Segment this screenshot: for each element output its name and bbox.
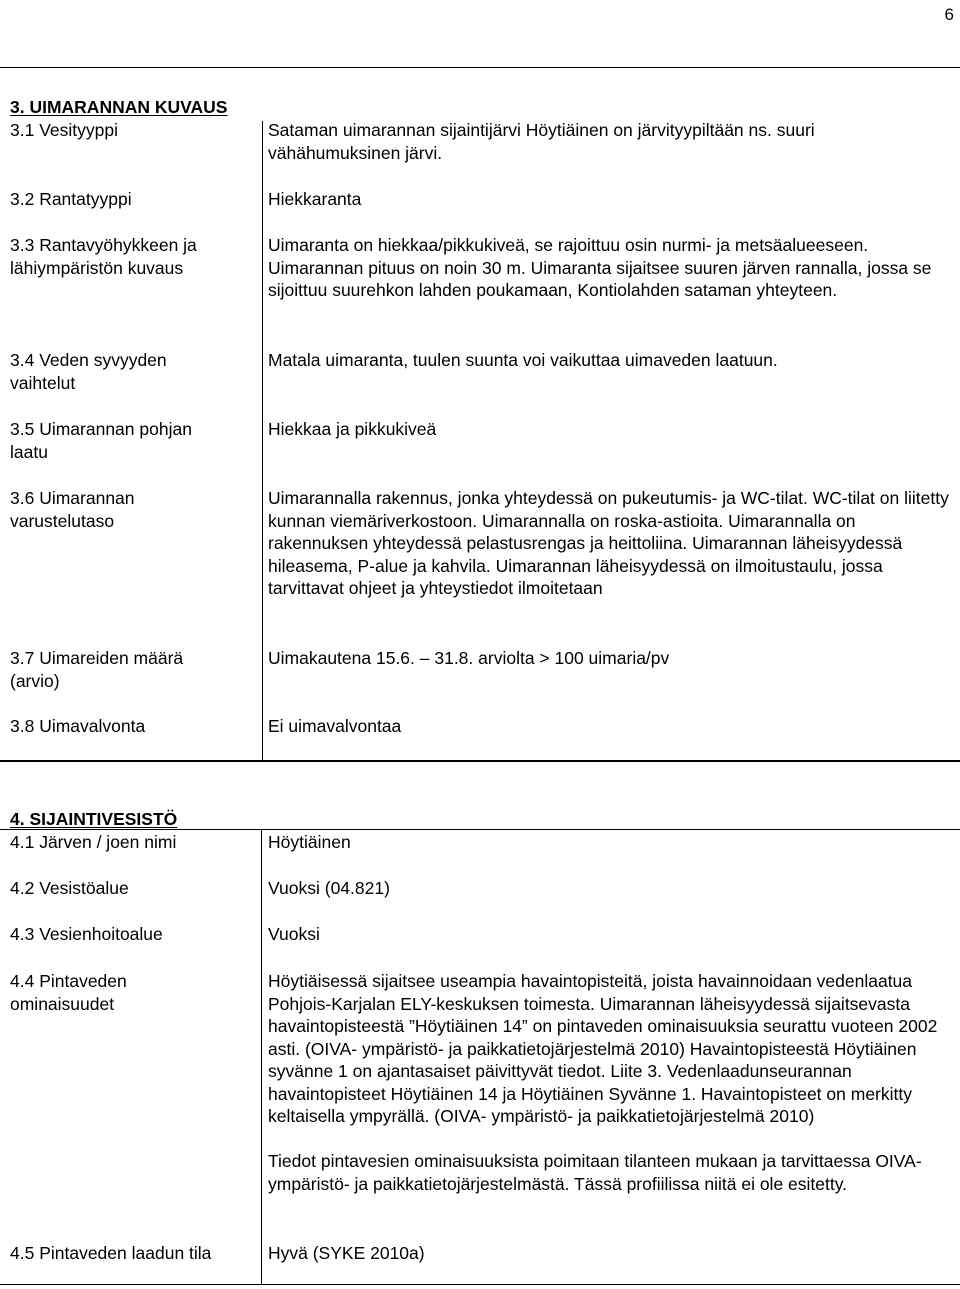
row-4-5-label: 4.5 Pintaveden laadun tila xyxy=(10,1243,212,1263)
section4-bottom-rule xyxy=(0,1284,960,1285)
row-3-5-value: Hiekkaa ja pikkukiveä xyxy=(268,419,437,439)
row-3-2-label: 3.2 Rantatyyppi xyxy=(10,189,132,209)
row-4-5-value: Hyvä (SYKE 2010a) xyxy=(268,1243,425,1263)
section4-title: 4. SIJAINTIVESISTÖ xyxy=(10,809,178,829)
row-3-2-value: Hiekkaranta xyxy=(268,189,362,209)
row-3-4-label: 3.4 Veden syvyyden vaihtelut xyxy=(10,350,167,393)
row-3-1-label: 3.1 Vesityyppi xyxy=(10,120,118,140)
section3-column-divider xyxy=(262,121,263,761)
row-4-2-value: Vuoksi (04.821) xyxy=(268,878,390,898)
row-4-4-paragraph-1: Höytiäisessä sijaitsee useampia havaintopisteitä, joista havainnoidaan vedenlaatua Pohjois-Karjalan ELY-keskuksen toimesta. Uimarannan läheisyydessä sijaitsevasta havaintopisteestä ”Höytiäinen 14” on pintaveden ominaisuuksia seurattu vuoteen 2002 asti. (OIVA- ympäristö- ja paikkatietojärjestelmä 2010) Havaintopisteestä Höytiäinen syvänne 1 on ajantasaiset päivittyvät tiedot. Liite 3. Vedenlaadunseurannan havaintopisteet Höytiäinen 14 ja Höytiäinen Syvänne 1. Havaintopisteet on merkitty keltaisella ympyrällä. (OIVA- ympäristö- ja paikkatietojärjestelmä 2010) xyxy=(268,971,938,1126)
row-4-1-label: 4.1 Järven / joen nimi xyxy=(10,832,177,852)
section3-bottom-rule xyxy=(0,760,960,762)
section4-column-divider xyxy=(261,829,262,1284)
row-3-5-label: 3.5 Uimarannan pohjan laatu xyxy=(10,419,192,462)
row-4-4-paragraph-2: Tiedot pintavesien ominaisuuksista poimitaan tilanteen mukaan ja tarvittaessa OIVA- ympäristö- ja paikkatietojärjestelmästä. Tässä profiilissa niitä ei ole esitetty. xyxy=(268,1151,922,1194)
row-3-4-value: Matala uimaranta, tuulen suunta voi vaikuttaa uimaveden laatuun. xyxy=(268,350,778,370)
row-4-1-value: Höytiäinen xyxy=(268,832,351,852)
row-3-1-value: Sataman uimarannan sijaintijärvi Höytiäinen on järvityypiltään ns. suuri vähähumuksinen järvi. xyxy=(268,120,815,163)
row-3-3-value: Uimaranta on hiekkaa/pikkukiveä, se rajoittuu osin nurmi- ja metsäalueeseen. Uimarannan pituus on noin 30 m. Uimaranta sijaitsee suuren järven rannalla, jossa se sijoittuu suurehkon lahden poukamaan, Kontiolahden sataman yhteyteen. xyxy=(268,235,932,300)
row-4-4-value xyxy=(268,970,958,1195)
row-4-4-label: 4.4 Pintaveden ominaisuudet xyxy=(10,971,127,1014)
page-number: 6 xyxy=(944,5,954,24)
row-3-3-label: 3.3 Rantavyöhykkeen ja lähiympäristön kuvaus xyxy=(10,235,197,278)
row-4-3-value: Vuoksi xyxy=(268,924,320,944)
row-3-8-value: Ei uimavalvontaa xyxy=(268,716,402,736)
row-3-7-value: Uimakautena 15.6. – 31.8. arviolta > 100 uimaria/pv xyxy=(268,648,670,668)
row-3-8-label: 3.8 Uimavalvonta xyxy=(10,716,146,736)
row-3-6-label: 3.6 Uimarannan varustelutaso xyxy=(10,488,135,531)
row-4-3-label: 4.3 Vesienhoitoalue xyxy=(10,924,163,944)
row-4-2-label: 4.2 Vesistöalue xyxy=(10,878,129,898)
row-3-6-value: Uimarannalla rakennus, jonka yhteydessä on pukeutumis- ja WC-tilat. WC-tilat on liitetty kunnan viemäriverkostoon. Uimarannalla on roska-astioita. Uimarannalla on rakennuksen yhteydessä pelastusrengas ja heittoliina. Uimarannan läheisyydessä hileasema, P-alue ja kahvila. Uimarannan läheisyydessä on ilmoitustaulu, jossa tarvittavat ohjeet ja yhteystiedot ilmoitetaan xyxy=(268,488,949,598)
section3-top-rule xyxy=(0,67,960,68)
section4-top-rule xyxy=(0,829,960,830)
section3-title: 3. UIMARANNAN KUVAUS xyxy=(10,97,228,117)
row-3-7-label: 3.7 Uimareiden määrä (arvio) xyxy=(10,648,184,691)
